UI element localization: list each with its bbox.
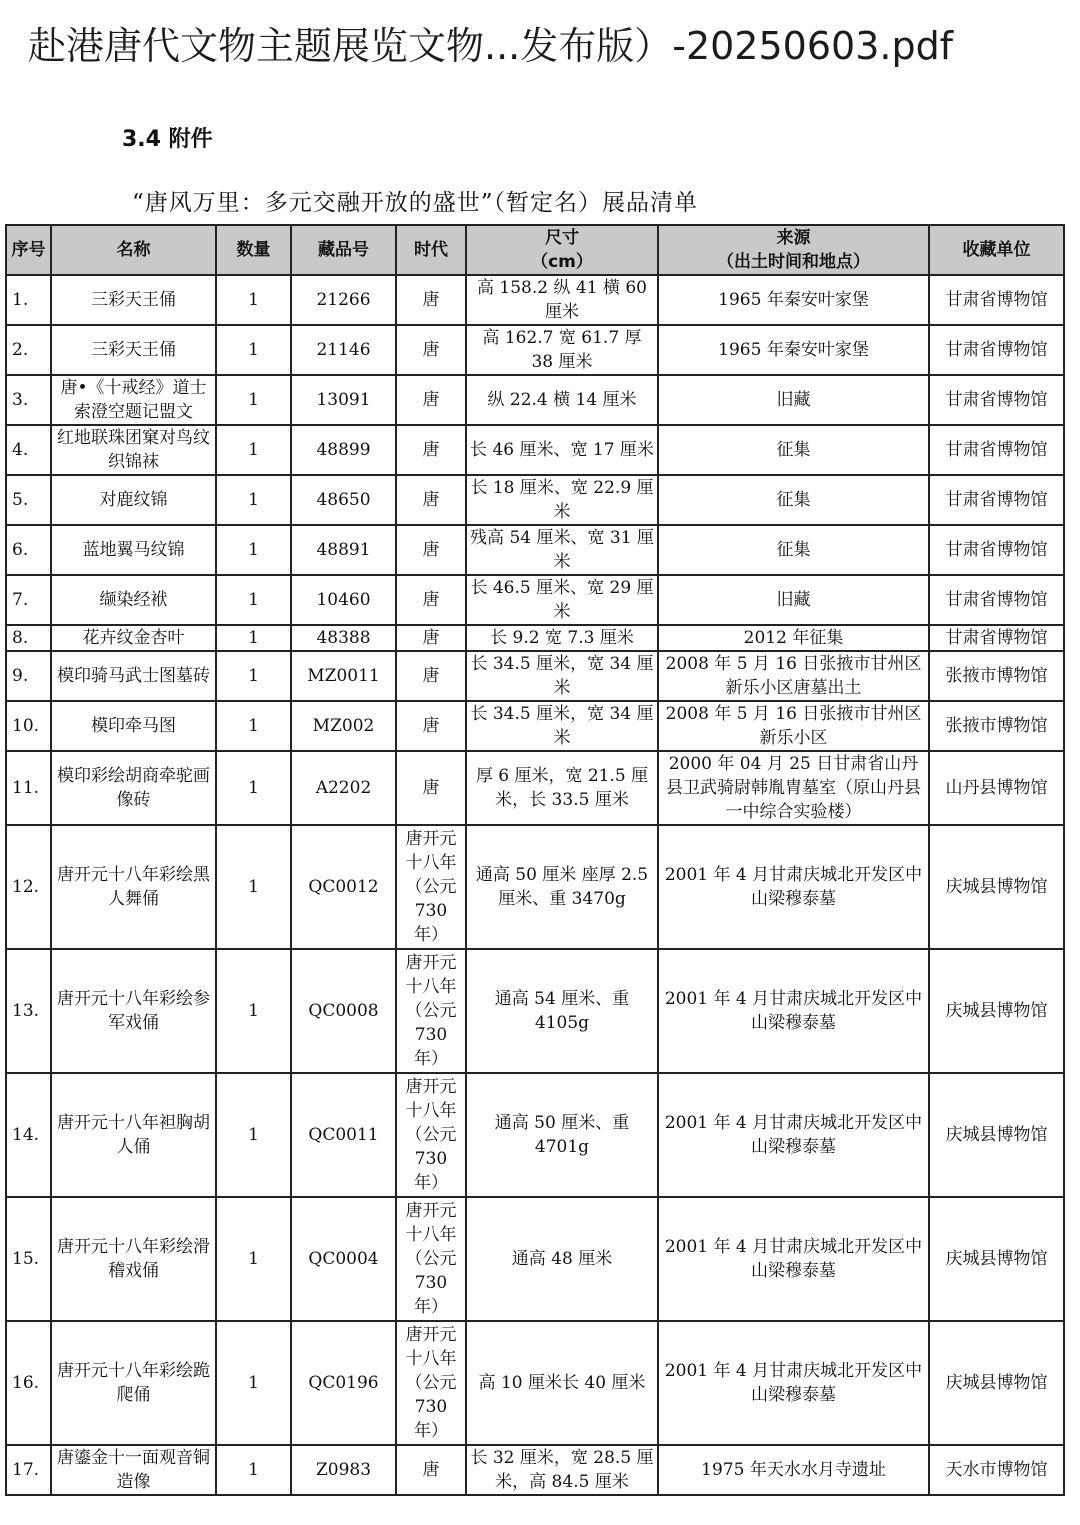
item-name: 三彩天王俑: [51, 275, 216, 325]
catalog-number: QC0004: [291, 1197, 396, 1321]
item-name: 唐开元十八年袒胸胡人俑: [51, 1073, 216, 1197]
quantity: 1: [216, 949, 291, 1073]
collection: 庆城县博物馆: [929, 825, 1064, 949]
row-index: 2.: [6, 325, 51, 375]
provenance: 旧藏: [658, 375, 929, 425]
item-name: 红地联珠团窠对鸟纹织锦袜: [51, 425, 216, 475]
table-row: [6, 825, 1064, 949]
row-index: 11.: [6, 751, 51, 825]
quantity: 1: [216, 375, 291, 425]
period: 唐: [396, 575, 466, 625]
row-index: 7.: [6, 575, 51, 625]
dimensions: 长 18 厘米、宽 22.9 厘米: [466, 475, 658, 525]
period: 唐: [396, 525, 466, 575]
table-row: [6, 751, 1064, 825]
provenance: 2008 年 5 月 16 日张掖市甘州区新乐小区唐墓出土: [658, 651, 929, 701]
catalog-number: 48388: [291, 625, 396, 651]
item-name: 唐鎏金十一面观音铜造像: [51, 1445, 216, 1495]
collection: 庆城县博物馆: [929, 1197, 1064, 1321]
period: 唐开元十八年（公元 730 年）: [396, 1321, 466, 1445]
provenance: 1965 年秦安叶家堡: [658, 325, 929, 375]
header-cell: 尺寸 （cm）: [466, 225, 658, 275]
dimensions: 高 162.7 宽 61.7 厚 38 厘米: [466, 325, 658, 375]
catalog-number: 13091: [291, 375, 396, 425]
dimensions: 通高 48 厘米: [466, 1197, 658, 1321]
dimensions: 长 46.5 厘米、宽 29 厘米: [466, 575, 658, 625]
catalog-number: MZ0011: [291, 651, 396, 701]
period: 唐: [396, 625, 466, 651]
item-name: 唐•《十戒经》道士索澄空题记盟文: [51, 375, 216, 425]
document-title: 赴港唐代文物主题展览文物...发布版）-20250603.pdf: [28, 24, 954, 68]
row-index: 16.: [6, 1321, 51, 1445]
collection: 庆城县博物馆: [929, 949, 1064, 1073]
quantity: 1: [216, 575, 291, 625]
collection: 甘肃省博物馆: [929, 325, 1064, 375]
item-name: 模印彩绘胡商牵驼画像砖: [51, 751, 216, 825]
header-cell: 序号: [6, 225, 51, 275]
quantity: 1: [216, 1321, 291, 1445]
provenance: 征集: [658, 525, 929, 575]
period: 唐: [396, 425, 466, 475]
header-cell: 藏品号: [291, 225, 396, 275]
table-row: [6, 275, 1064, 325]
catalog-number: 48891: [291, 525, 396, 575]
provenance: 2001 年 4 月甘肃庆城北开发区中山梁穆泰墓: [658, 1073, 929, 1197]
dimensions: 通高 54 厘米、重 4105g: [466, 949, 658, 1073]
period: 唐: [396, 325, 466, 375]
exhibit-table: [5, 224, 1065, 1496]
row-index: 14.: [6, 1073, 51, 1197]
header-cell: 名称: [51, 225, 216, 275]
collection: 甘肃省博物馆: [929, 575, 1064, 625]
table-row: [6, 625, 1064, 651]
item-name: 缬染经袱: [51, 575, 216, 625]
quantity: 1: [216, 825, 291, 949]
period: 唐: [396, 651, 466, 701]
period: 唐开元十八年（公元 730 年）: [396, 1197, 466, 1321]
row-index: 15.: [6, 1197, 51, 1321]
catalog-number: Z0983: [291, 1445, 396, 1495]
provenance: 2001 年 4 月甘肃庆城北开发区中山梁穆泰墓: [658, 949, 929, 1073]
row-index: 1.: [6, 275, 51, 325]
provenance: 旧藏: [658, 575, 929, 625]
catalog-number: A2202: [291, 751, 396, 825]
collection: 天水市博物馆: [929, 1445, 1064, 1495]
row-index: 12.: [6, 825, 51, 949]
dimensions: 长 34.5 厘米，宽 34 厘米: [466, 701, 658, 751]
period: 唐开元十八年（公元 730 年）: [396, 825, 466, 949]
catalog-number: QC0008: [291, 949, 396, 1073]
section-heading: 3.4 附件: [122, 127, 213, 152]
row-index: 13.: [6, 949, 51, 1073]
row-index: 5.: [6, 475, 51, 525]
item-name: 蓝地翼马纹锦: [51, 525, 216, 575]
quantity: 1: [216, 1445, 291, 1495]
quantity: 1: [216, 275, 291, 325]
table-row: [6, 651, 1064, 701]
table-row: [6, 425, 1064, 475]
row-index: 4.: [6, 425, 51, 475]
dimensions: 通高 50 厘米、重 4701g: [466, 1073, 658, 1197]
collection: 庆城县博物馆: [929, 1321, 1064, 1445]
table-row: [6, 575, 1064, 625]
row-index: 10.: [6, 701, 51, 751]
collection: 甘肃省博物馆: [929, 275, 1064, 325]
table-row: [6, 1197, 1064, 1321]
provenance: 2001 年 4 月甘肃庆城北开发区中山梁穆泰墓: [658, 1197, 929, 1321]
dimensions: 高 10 厘米长 40 厘米: [466, 1321, 658, 1445]
pdf-page[interactable]: [0, 100, 1080, 1525]
period: 唐开元十八年（公元 730 年）: [396, 1073, 466, 1197]
table-row: [6, 475, 1064, 525]
catalog-number: 48650: [291, 475, 396, 525]
dimensions: 纵 22.4 横 14 厘米: [466, 375, 658, 425]
period: 唐: [396, 475, 466, 525]
row-index: 17.: [6, 1445, 51, 1495]
period: 唐: [396, 275, 466, 325]
dimensions: 高 158.2 纵 41 横 60 厘米: [466, 275, 658, 325]
provenance: 2008 年 5 月 16 日张掖市甘州区新乐小区: [658, 701, 929, 751]
provenance: 2001 年 4 月甘肃庆城北开发区中山梁穆泰墓: [658, 825, 929, 949]
header-cell: 时代: [396, 225, 466, 275]
row-index: 3.: [6, 375, 51, 425]
table-row: [6, 1073, 1064, 1197]
catalog-number: QC0011: [291, 1073, 396, 1197]
collection: 张掖市博物馆: [929, 651, 1064, 701]
header-cell: 数量: [216, 225, 291, 275]
table-row: [6, 1445, 1064, 1495]
row-index: 9.: [6, 651, 51, 701]
provenance: 2001 年 4 月甘肃庆城北开发区中山梁穆泰墓: [658, 1321, 929, 1445]
item-name: 唐开元十八年彩绘跪爬俑: [51, 1321, 216, 1445]
provenance: 征集: [658, 425, 929, 475]
dimensions: 长 34.5 厘米，宽 34 厘米: [466, 651, 658, 701]
quantity: 1: [216, 475, 291, 525]
provenance: 1965 年秦安叶家堡: [658, 275, 929, 325]
table-header-row: [6, 225, 1064, 275]
item-name: 模印牵马图: [51, 701, 216, 751]
collection: 山丹县博物馆: [929, 751, 1064, 825]
catalog-number: MZ002: [291, 701, 396, 751]
quantity: 1: [216, 425, 291, 475]
catalog-number: QC0012: [291, 825, 396, 949]
quantity: 1: [216, 701, 291, 751]
catalog-number: 10460: [291, 575, 396, 625]
period: 唐: [396, 375, 466, 425]
collection: 甘肃省博物馆: [929, 525, 1064, 575]
table-row: [6, 949, 1064, 1073]
dimensions: 长 46 厘米、宽 17 厘米: [466, 425, 658, 475]
row-index: 6.: [6, 525, 51, 575]
period: 唐: [396, 701, 466, 751]
dimensions: 厚 6 厘米，宽 21.5 厘米，长 33.5 厘米: [466, 751, 658, 825]
header-cell: 收藏单位: [929, 225, 1064, 275]
item-name: 模印骑马武士图墓砖: [51, 651, 216, 701]
table-caption: “唐风万里：多元交融开放的盛世”（暂定名）展品清单: [132, 190, 699, 216]
period: 唐: [396, 1445, 466, 1495]
item-name: 唐开元十八年彩绘滑稽戏俑: [51, 1197, 216, 1321]
table-row: [6, 375, 1064, 425]
item-name: 三彩天王俑: [51, 325, 216, 375]
dimensions: 通高 50 厘米 座厚 2.5 厘米、重 3470g: [466, 825, 658, 949]
collection: 张掖市博物馆: [929, 701, 1064, 751]
dimensions: 长 32 厘米，宽 28.5 厘米，高 84.5 厘米: [466, 1445, 658, 1495]
quantity: 1: [216, 1197, 291, 1321]
catalog-number: QC0196: [291, 1321, 396, 1445]
table-row: [6, 325, 1064, 375]
quantity: 1: [216, 651, 291, 701]
collection: 甘肃省博物馆: [929, 425, 1064, 475]
quantity: 1: [216, 525, 291, 575]
table-row: [6, 525, 1064, 575]
provenance: 1975 年天水水月寺遗址: [658, 1445, 929, 1495]
catalog-number: 21266: [291, 275, 396, 325]
header-cell: 来源 （出土时间和地点）: [658, 225, 929, 275]
collection: 甘肃省博物馆: [929, 375, 1064, 425]
period: 唐: [396, 751, 466, 825]
item-name: 唐开元十八年彩绘参军戏俑: [51, 949, 216, 1073]
catalog-number: 48899: [291, 425, 396, 475]
provenance: 2000 年 04 月 25 日甘肃省山丹县卫武骑尉韩胤胄墓室（原山丹县一中综合实验楼）: [658, 751, 929, 825]
provenance: 征集: [658, 475, 929, 525]
dimensions: 长 9.2 宽 7.3 厘米: [466, 625, 658, 651]
row-index: 8.: [6, 625, 51, 651]
item-name: 唐开元十八年彩绘黑人舞俑: [51, 825, 216, 949]
collection: 庆城县博物馆: [929, 1073, 1064, 1197]
table-row: [6, 701, 1064, 751]
period: 唐开元十八年（公元 730 年）: [396, 949, 466, 1073]
item-name: 花卉纹金杏叶: [51, 625, 216, 651]
provenance: 2012 年征集: [658, 625, 929, 651]
item-name: 对鹿纹锦: [51, 475, 216, 525]
quantity: 1: [216, 325, 291, 375]
quantity: 1: [216, 625, 291, 651]
quantity: 1: [216, 1073, 291, 1197]
dimensions: 残高 54 厘米、宽 31 厘米: [466, 525, 658, 575]
quantity: 1: [216, 751, 291, 825]
catalog-number: 21146: [291, 325, 396, 375]
collection: 甘肃省博物馆: [929, 475, 1064, 525]
collection: 甘肃省博物馆: [929, 625, 1064, 651]
table-row: [6, 1321, 1064, 1445]
